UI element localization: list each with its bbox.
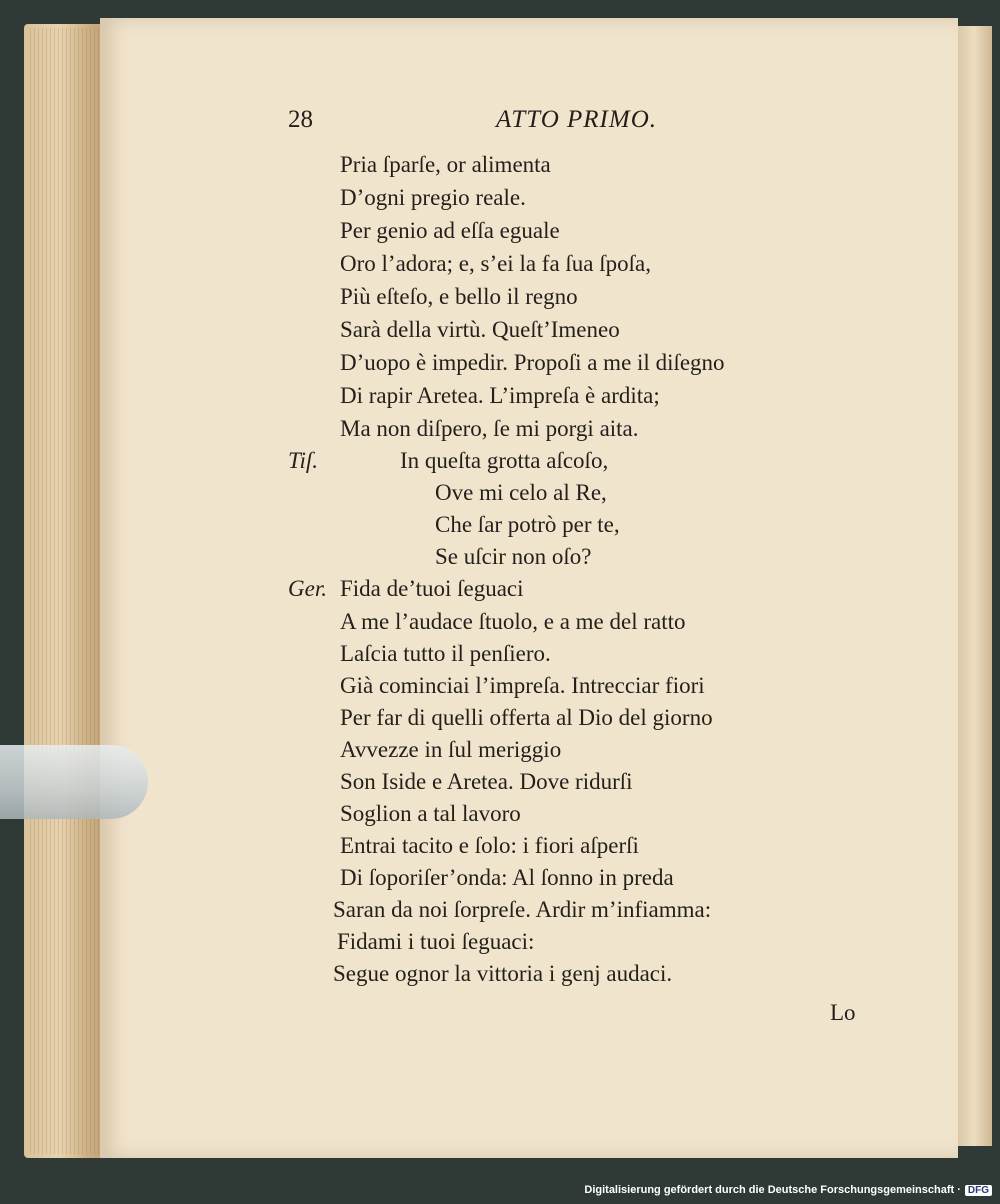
verse-line [0,801,1000,833]
verse-line [0,897,1000,929]
verse-text-line: Entrai tacito e ſolo: i fiori aſperſi [340,833,639,858]
credit-text: Digitalisierung gefördert durch die Deutsche Forschungsgemeinschaft · [584,1184,961,1196]
verse-text-line: D’uopo è impedir. Propoſi a me il diſegno [340,350,725,375]
verse-line [0,152,1000,184]
verse-text-line: Per far di quelli offerta al Dio del giorno [340,705,713,730]
speaker-label: Tiſ. [288,448,319,473]
verse-line [0,251,1000,283]
verse-text-line: Sarà della virtù. Queſt’Imeneo [340,317,620,342]
speaker-label: Ger. [288,576,327,601]
verse-line [0,448,1000,480]
verse-text-line: Per genio ad eſſa eguale [340,218,560,243]
verse-text-line: Segue ognor la vittoria i genj audaci. [333,961,673,986]
verse-text-line: Laſcia tutto il penſiero. [340,641,551,666]
verse-line [0,865,1000,897]
verse-line [0,705,1000,737]
verse-line [0,929,1000,961]
verse-line [0,544,1000,576]
verse-line [0,185,1000,217]
verse-text-line: Più eſteſo, e bello il regno [340,284,578,309]
verse-text-line: Di ſoporiſer’onda: Al ſonno in preda [340,865,674,890]
verse-text-line: Saran da noi ſorpreſe. Ardir m’infiamma: [333,897,712,922]
verse-text-line: D’ogni pregio reale. [340,185,526,210]
verse-text-line: Oro l’adora; e, s’ei la fa ſua ſpoſa, [340,251,652,276]
running-head [0,106,1000,140]
verse-text-line: Fidami i tuoi ſeguaci: [337,929,535,954]
verse-line [0,383,1000,415]
verse-line [0,641,1000,673]
verse-line [0,218,1000,250]
verse-line [0,350,1000,382]
page-number: 28 [288,106,313,133]
verse-text-line: Soglion a tal lavoro [340,801,521,826]
verse-line [0,576,1000,608]
verse-text-line: Ove mi celo al Re, [435,480,607,505]
verse-line [0,480,1000,512]
verse-text-line: Se uſcir non oſo? [435,544,592,569]
dfg-logo-icon: DFG [965,1185,992,1196]
digitization-credit [584,1184,992,1196]
verse-line [0,673,1000,705]
verse-line [0,737,1000,769]
verse-line [0,833,1000,865]
verse-text-line: In queſta grotta aſcoſo, [400,448,609,473]
verse-text-line: Di rapir Aretea. L’impreſa è ardita; [340,383,660,408]
section-title: ATTO PRIMO. [496,106,657,133]
verse-line [0,284,1000,316]
verse-line [0,609,1000,641]
verse-line [0,512,1000,544]
verse-text-line: Fida de’tuoi ſeguaci [340,576,524,601]
catchword: Lo [830,1000,856,1025]
verse-text-line: Ma non diſpero, ſe mi porgi aita. [340,416,639,441]
verse-line [0,317,1000,349]
verse-text-line: Già cominciai l’impreſa. Intrecciar fiori [340,673,705,698]
verse-text-line: A me l’audace ſtuolo, e a me del ratto [340,609,686,634]
verse-text-line: Son Iside e Aretea. Dove ridurſi [340,769,633,794]
verse-line [0,769,1000,801]
verse-text-line: Pria ſparſe, or alimenta [340,152,551,177]
verse-line [0,961,1000,993]
verse-text-line: Che ſar potrò per te, [435,512,620,537]
verse-line [0,416,1000,448]
verse-text-line: Avvezze in ſul meriggio [340,737,562,762]
